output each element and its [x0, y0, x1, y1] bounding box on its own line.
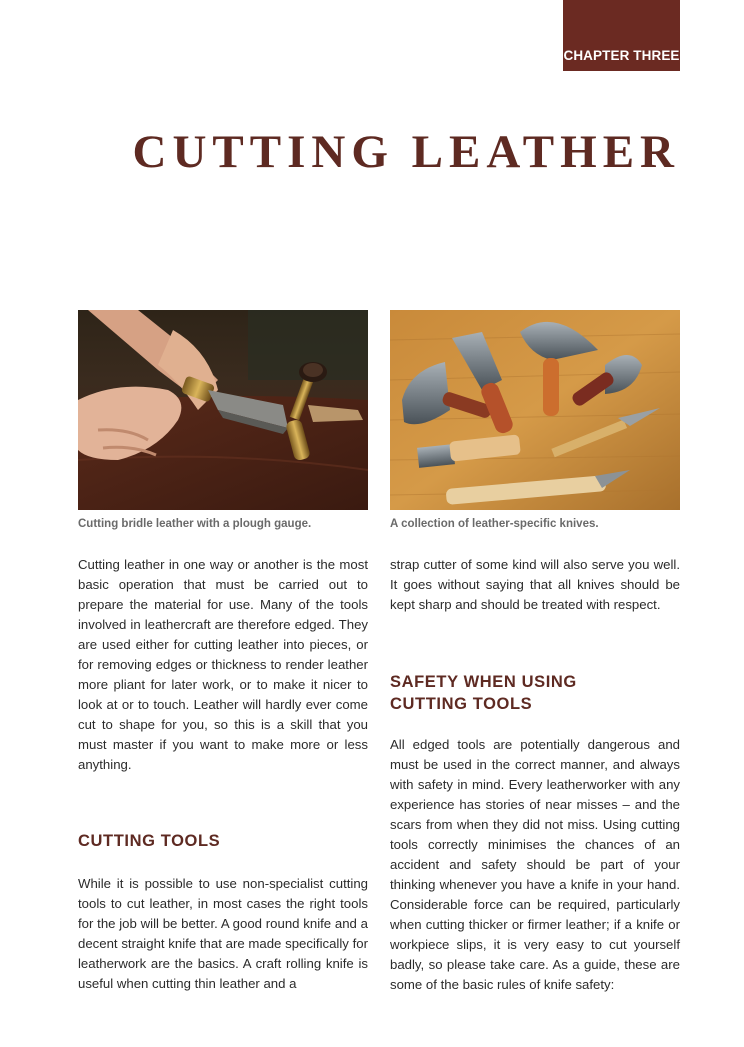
- cutting-tools-heading: CUTTING TOOLS: [78, 832, 221, 850]
- figure-caption: A collection of leather-specific knives.: [390, 518, 599, 530]
- cutting-tools-continued: strap cutter of some kind will also serve you well. It goes without saying that all knives should be kept sharp and should be treated with respect.: [390, 557, 680, 612]
- safety-heading: SAFETY WHEN USING CUTTING TOOLS: [390, 673, 577, 713]
- chapter-tab: [563, 0, 680, 71]
- page-title: CUTTING LEATHER: [132, 126, 680, 178]
- photo-plough-gauge: [78, 310, 368, 510]
- figure-caption: Cutting bridle leather with a plough gauge.: [78, 518, 312, 530]
- plough-gauge-illustration: [78, 310, 368, 510]
- cutting-tools-paragraph: While it is possible to use non-specialist cutting tools to cut leather, in most cases the right tools for the job will be better. A good round knife and a decent straight knife that are made specifically for leatherwork are the basics. A craft rolling knife is useful when cutting thin leather and a: [78, 876, 368, 991]
- figure-plough-gauge: [78, 310, 368, 530]
- knives-illustration: [390, 310, 680, 510]
- figure-leather-knives: [390, 310, 680, 530]
- chapter-label: CHAPTER THREE: [563, 48, 680, 63]
- safety-paragraph: All edged tools are potentially dangerous and must be used in the correct manner, and always with safety in mind. Every leatherworker with any experience has stories of near misses – and the scars from when they did not miss. Using cutting tools correctly minimises the chances of an accident and safety should be part of your thinking whenever you have a knife in your hand. Considerable force can be required, particularly when cutting thicker or firmer leather; if a knife or workpiece slips, it is very easy to cut yourself badly, so please take care. As a guide, these are some of the basic rules of knife safety:: [390, 737, 680, 992]
- photo-leather-knives: [390, 310, 680, 510]
- intro-paragraph: Cutting leather in one way or another is the most basic operation that must be carried out to prepare the material for use. Many of the tools involved in leathercraft are therefore edged. They are used either for cutting leather into pieces, or for removing edges or thickness to render leather more pliant for later work, or to make it nicer to look at or to touch. Leather will hardly ever come cut to shape for you, so this is a skill that you must master if you want to make more or less anything.: [78, 557, 368, 772]
